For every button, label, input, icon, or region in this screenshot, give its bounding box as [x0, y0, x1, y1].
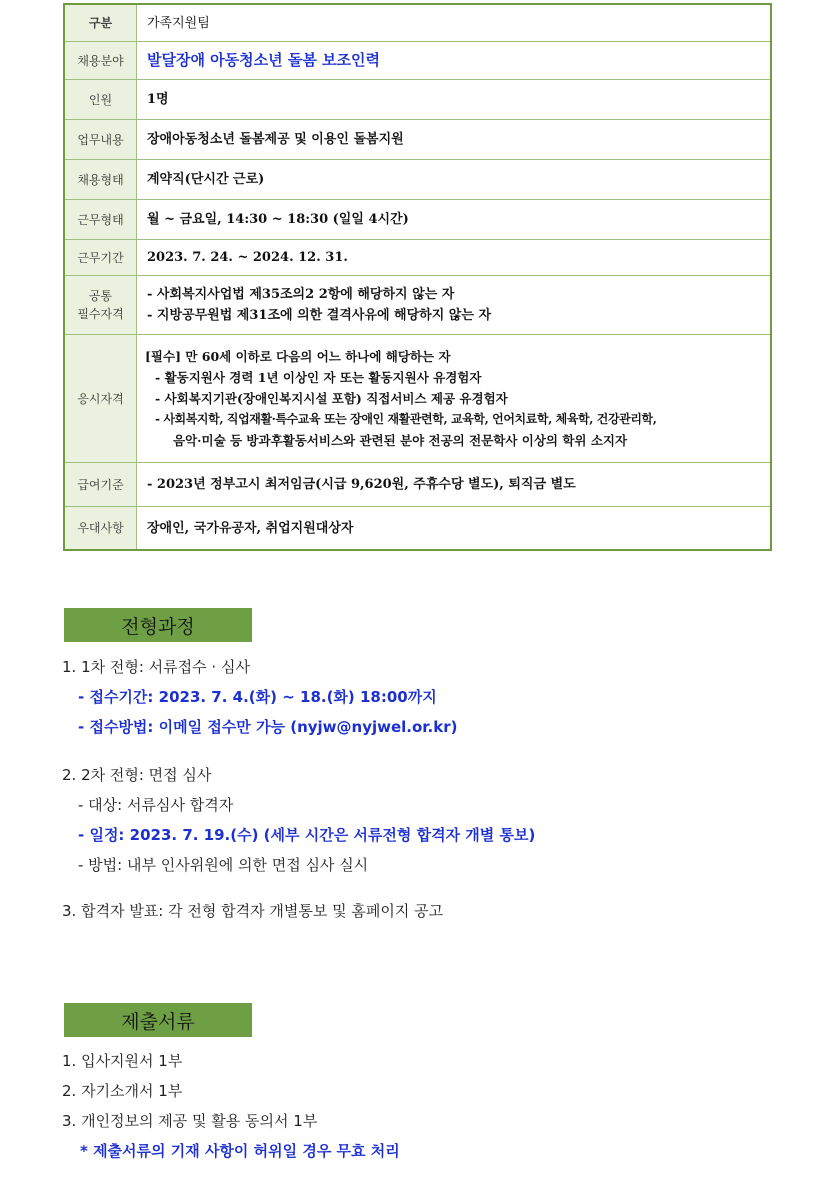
row-label: 급여기준: [65, 463, 137, 506]
process-line: 1. 1차 전형: 서류접수 · 심사: [62, 658, 250, 676]
process-line: - 방법: 내부 인사위원에 의한 면접 심사 실시: [78, 856, 369, 874]
documents-line: 3. 개인정보의 제공 및 활용 동의서 1부: [62, 1112, 318, 1130]
table-row: [65, 160, 770, 200]
table-row: [65, 507, 770, 549]
row-value: [137, 335, 770, 462]
table-row: [65, 463, 770, 507]
table-row: [65, 335, 770, 463]
table-row: [65, 200, 770, 240]
row-value: 장애아동청소년 돌봄제공 및 이용인 돌봄지원: [147, 132, 404, 147]
row-label: 우대사항: [65, 507, 137, 549]
row-label: 채용형태: [65, 160, 137, 199]
row-label-line: 필수자격: [77, 307, 124, 321]
table-row: [65, 5, 770, 42]
row-value: - 2023년 정부고시 최저임금(시급 9,620원, 주휴수당 별도), 퇴직금 별도: [147, 477, 576, 492]
table-row: [65, 80, 770, 120]
documents-line: 1. 입사지원서 1부: [62, 1052, 183, 1070]
eligibility-line: - 활동지원사 경력 1년 이상인 자 또는 활동지원사 유경험자: [155, 370, 482, 385]
row-label: [65, 276, 137, 334]
process-line: - 일정: 2023. 7. 19.(수) (세부 시간은 서류전형 합격자 개별 통보): [78, 826, 536, 844]
row-label: 업무내용: [65, 120, 137, 159]
eligibility-line: 음악·미술 등 방과후활동서비스와 관련된 분야 전공의 전문학사 이상의 학위 소지자: [173, 433, 628, 448]
row-value: 장애인, 국가유공자, 취업지원대상자: [147, 520, 354, 536]
eligibility-line: [필수] 만 60세 이하로 다음의 어느 하나에 해당하는 자: [145, 349, 451, 364]
row-label: 응시자격: [65, 335, 137, 462]
row-label: 근무형태: [65, 200, 137, 239]
qualification-line: - 지방공무원법 제31조에 의한 결격사유에 해당하지 않는 자: [147, 308, 492, 323]
row-value: 월 ~ 금요일, 14:30 ~ 18:30 (일일 4시간): [147, 212, 409, 227]
table-row: [65, 240, 770, 276]
process-line: - 접수방법: 이메일 접수만 가능 (nyjw@nyjwel.or.kr): [78, 718, 458, 736]
row-label-line: 공통: [88, 289, 113, 303]
row-value: [137, 276, 770, 334]
row-label: 근무기간: [65, 240, 137, 275]
row-label: 구분: [65, 5, 137, 41]
row-value: 발달장애 아동청소년 돌봄 보조인력: [147, 51, 381, 69]
recruitment-table: [63, 3, 772, 551]
process-line: 3. 합격자 발표: 각 전형 합격자 개별통보 및 홈페이지 공고: [62, 902, 444, 920]
qualification-line: - 사회복지사업법 제35조의2 2항에 해당하지 않는 자: [147, 287, 455, 302]
row-label: 인원: [65, 80, 137, 119]
row-label: 채용분야: [65, 42, 137, 79]
process-line: - 대상: 서류심사 합격자: [78, 796, 234, 814]
process-section-title: 전형과정: [64, 608, 252, 642]
table-row: [65, 120, 770, 160]
row-value: 1명: [147, 92, 169, 107]
documents-line: 2. 자기소개서 1부: [62, 1082, 183, 1100]
process-line: - 접수기간: 2023. 7. 4.(화) ~ 18.(화) 18:00까지: [78, 688, 437, 706]
table-row: [65, 42, 770, 80]
eligibility-line: - 사회복지기관(장애인복지시설 포함) 직접서비스 제공 유경험자: [155, 391, 508, 406]
eligibility-line: - 사회복지학, 직업재활·특수교육 또는 장애인 재활관련학, 교육학, 언어치료학, 체육학, 건강관리학,: [155, 412, 657, 426]
process-line: 2. 2차 전형: 면접 심사: [62, 766, 212, 784]
row-value: 가족지원팀: [147, 15, 210, 31]
documents-note: * 제출서류의 기재 사항이 허위일 경우 무효 처리: [80, 1142, 400, 1160]
row-value: 계약직(단시간 근로): [147, 172, 265, 187]
documents-section-title: 제출서류: [64, 1003, 252, 1037]
row-value: 2023. 7. 24. ~ 2024. 12. 31.: [147, 250, 348, 265]
table-row: [65, 276, 770, 335]
